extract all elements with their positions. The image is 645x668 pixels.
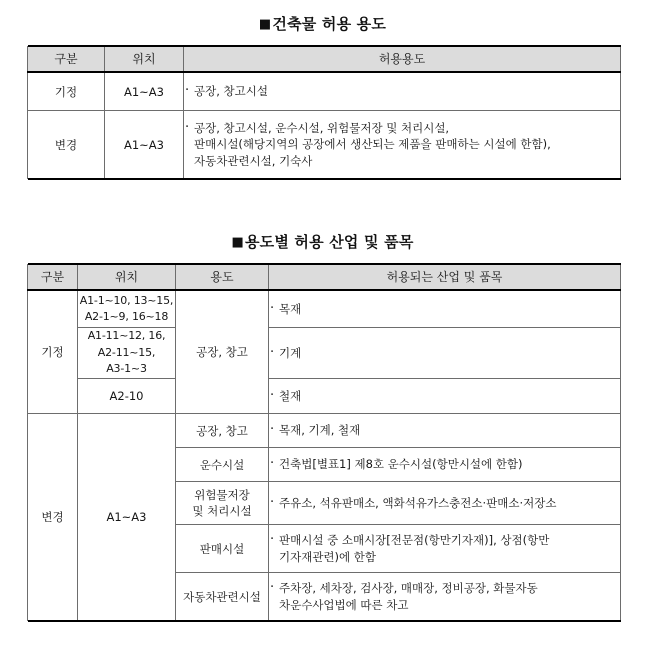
table1-r1-uses [184,72,621,111]
table2-g1-r2-location [78,328,176,379]
table2-g2-r5-items [269,573,621,621]
table2-g2-r5-item-line-1: · 주차장, 세차장, 검사장, 매매장, 정비공장, 화물자동 [279,581,538,595]
table1-r2-use-line-2: 판매시설(해당지역의 공장에서 생산되는 제품을 판매하는 시설에 한함), [194,137,551,152]
table1-r2-location: A1~A3 [105,111,184,179]
table-row [28,328,621,379]
table-row [28,414,621,448]
table1-r2-uses [184,111,621,179]
table2-g1-r3-item-1: · 철재 [269,388,620,405]
table2-header-row [28,264,621,290]
table2-g1-r3-location: A2-10 [78,379,176,414]
table2-header-gubun: 구분 [28,264,78,290]
table2-g1-r1-location-line-1: A1-1~10, 13~15, [79,293,174,307]
section1-title [0,13,645,34]
table1-r2-use-line-3: 자동차관련시설, 기숙사 [194,153,313,168]
table2-g2-r4-item-lines [269,532,620,565]
section2-title [0,231,645,252]
table-row [28,379,621,414]
table-row [28,290,621,328]
table2-header-items: 허용되는 산업 및 품목 [269,264,621,290]
table2-g2-r5-use: 자동차관련시설 [176,573,269,621]
section1-title-text: 건축물 허용 용도 [272,15,387,33]
table-row [28,72,621,111]
table2-g1-r1-location-line-2: A2-1~9, 16~18 [84,310,169,323]
table2-g2-r5-item-line-2: 차운수사업법에 따른 차고 [279,597,409,612]
table1-header-location: 위치 [105,46,184,72]
table2-g1-r3-items [269,379,621,414]
table2-g1-r2-items [269,328,621,379]
table2-g2-r1-items [269,414,621,448]
table1-r1-use-line-1: · 공장, 창고시설 [184,83,620,100]
table2-g2-r3-items [269,482,621,525]
table1-header-uses: 허용용도 [184,46,621,72]
table2-header-use: 용도 [176,264,269,290]
table2-g1-use: 공장, 창고 [176,290,269,414]
table2-g2-r4-item-line-2: 기자재관련)에 한함 [279,549,377,564]
table2-g2-r1-use: 공장, 창고 [176,414,269,448]
table2-g2-r3-use [176,482,269,525]
table1-r2-use-lines [184,120,620,170]
table1-header-gubun: 구분 [28,46,105,72]
table2-g1-r1-location [78,290,176,328]
table2-g1-r1-item-1: · 목재 [269,301,620,318]
table2-g1-r2-location-line-2: A2-11~15, [97,345,156,359]
table1-r1-location: A1~A3 [105,72,184,111]
table1-r2-use-line-1: · 공장, 창고시설, 운수시설, 위험물저장 및 처리시설, [194,120,450,135]
table1-header-row [28,46,621,72]
bullet-square-icon: ■ [231,235,244,250]
allowed-industry-items-table [27,264,621,621]
table2-g2-r3-use-line-1: 위험물저장 [194,487,250,502]
table2-g1-gubun: 기정 [28,290,78,414]
table2-g1-r2-item-1: · 기계 [269,345,620,362]
table1-r2-gubun: 변경 [28,111,105,179]
table2-g2-r4-item-line-1: · 판매시설 중 소매시장[전문점(항만기자재)], 상점(항만 [279,533,550,547]
bullet-square-icon: ■ [258,17,272,32]
allowed-building-use-table [27,46,621,179]
section2-title-text: 용도별 허용 산업 및 품목 [244,233,414,251]
table2-g2-r4-use: 판매시설 [176,525,269,573]
table2-g2-location: A1~A3 [78,414,176,621]
table2-g2-r5-item-lines [269,580,620,613]
table2-g1-r1-items [269,290,621,328]
table2-g2-gubun: 변경 [28,414,78,621]
table2-g2-r2-item-1: · 건축법[별표1] 제8호 운수시설(항만시설에 한함) [269,456,620,473]
table2-header-location: 위치 [78,264,176,290]
table2-g2-r3-item-1: · 주유소, 석유판매소, 액화석유가스충전소·판매소·저장소 [269,495,620,512]
table2-g2-r4-items [269,525,621,573]
table2-g1-r2-location-line-3: A3-1~3 [106,362,147,376]
table2-g2-r1-item-1: · 목재, 기계, 철재 [269,422,620,439]
table-row [28,111,621,179]
table2-g1-r2-location-line-1: A1-11~12, 16, [87,329,166,343]
table2-g2-r2-items [269,448,621,482]
table2-g2-r3-use-line-2: 및 처리시설 [192,504,252,518]
table1-r1-gubun: 기정 [28,72,105,111]
table2-g2-r2-use: 운수시설 [176,448,269,482]
